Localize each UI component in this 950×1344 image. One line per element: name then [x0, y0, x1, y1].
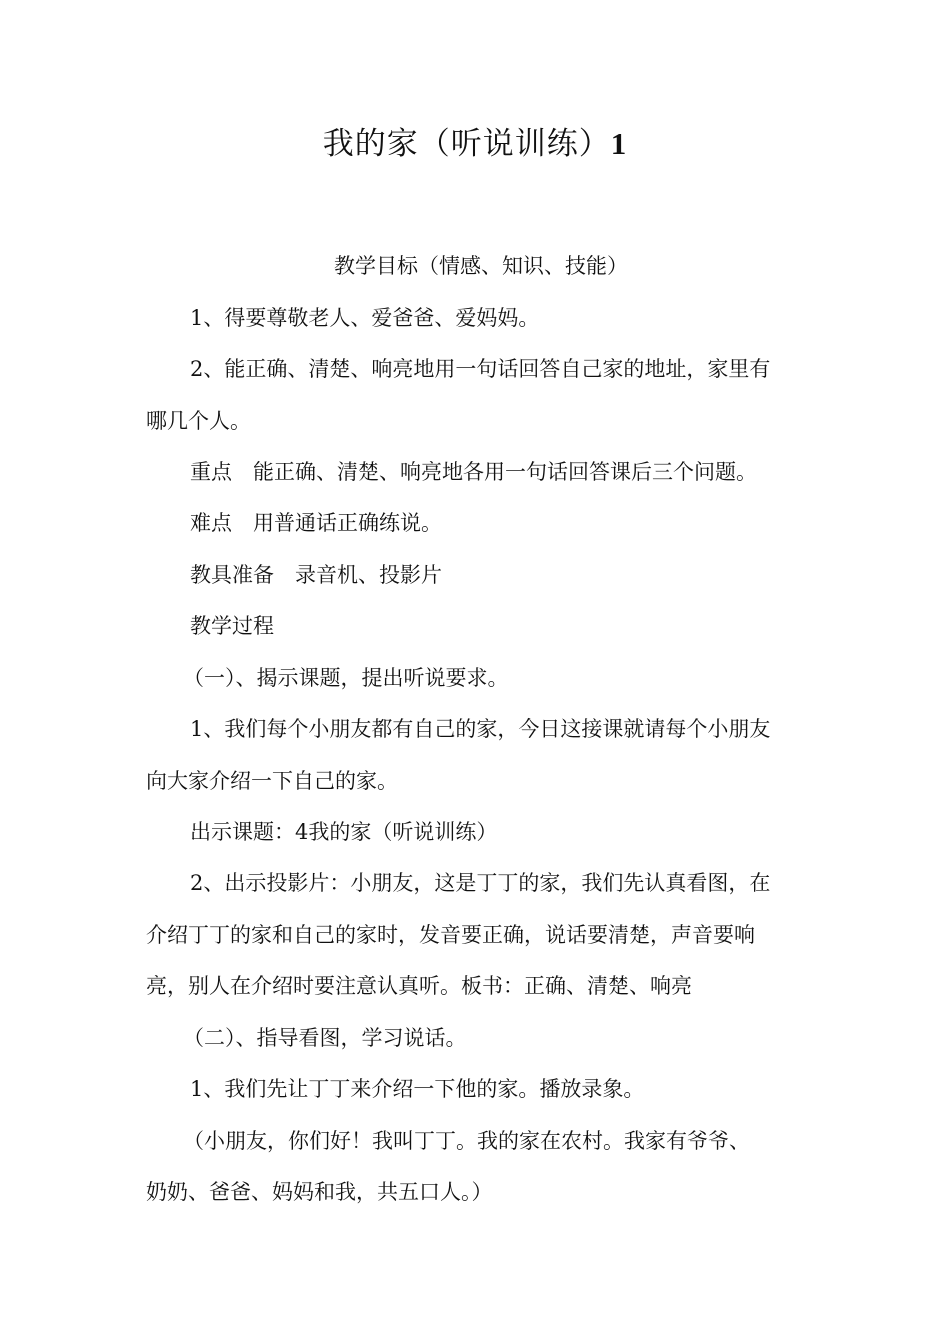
paragraph-line: 奶奶、爸爸、妈妈和我，共五口人。） [146, 1180, 493, 1204]
paragraph-line: 1、我们先让丁丁来介绍一下他的家。播放录象。 [190, 1077, 645, 1101]
paragraph-line: （小朋友，你们好！我叫丁丁。我的家在农村。我家有爷爷、 [183, 1129, 750, 1153]
paragraph-line: 2、能正确、清楚、响亮地用一句话回答自己家的地址，家里有 [190, 357, 771, 381]
paragraph-line: 亮，别人在介绍时要注意认真听。板书：正确、清楚、响亮 [146, 974, 692, 998]
title-text: 我的家（听说训练） [322, 126, 611, 162]
paragraph-line: 1、我们每个小朋友都有自己的家，今日这接课就请每个小朋友 [190, 717, 771, 741]
paragraph-line: 哪几个人。 [146, 409, 251, 433]
paragraph-line: 教具准备 录音机、投影片 [190, 563, 442, 587]
paragraph-line: 出示课题：4我的家（听说训练） [190, 820, 498, 844]
section-heading-process: 教学过程 [190, 614, 274, 638]
title-number: 1 [610, 126, 628, 161]
subsection-heading: （一）、揭示课题，提出听说要求。 [183, 666, 509, 690]
subsection-heading: （二）、指导看图，学习说话。 [183, 1026, 467, 1050]
section-heading-objectives: 教学目标（情感、知识、技能） [334, 254, 628, 278]
paragraph-line: 重点 能正确、清楚、响亮地各用一句话回答课后三个问题。 [190, 460, 757, 484]
paragraph-line: 向大家介绍一下自己的家。 [146, 769, 398, 793]
document-title [0, 122, 950, 166]
paragraph-line: 难点 用普通话正确练说。 [190, 511, 442, 535]
paragraph-line: 介绍丁丁的家和自己的家时，发音要正确，说话要清楚，声音要响 [146, 923, 755, 947]
paragraph-line: 1、得要尊敬老人、爱爸爸、爱妈妈。 [190, 306, 540, 330]
paragraph-line: 2、出示投影片：小朋友，这是丁丁的家，我们先认真看图，在 [190, 871, 771, 895]
